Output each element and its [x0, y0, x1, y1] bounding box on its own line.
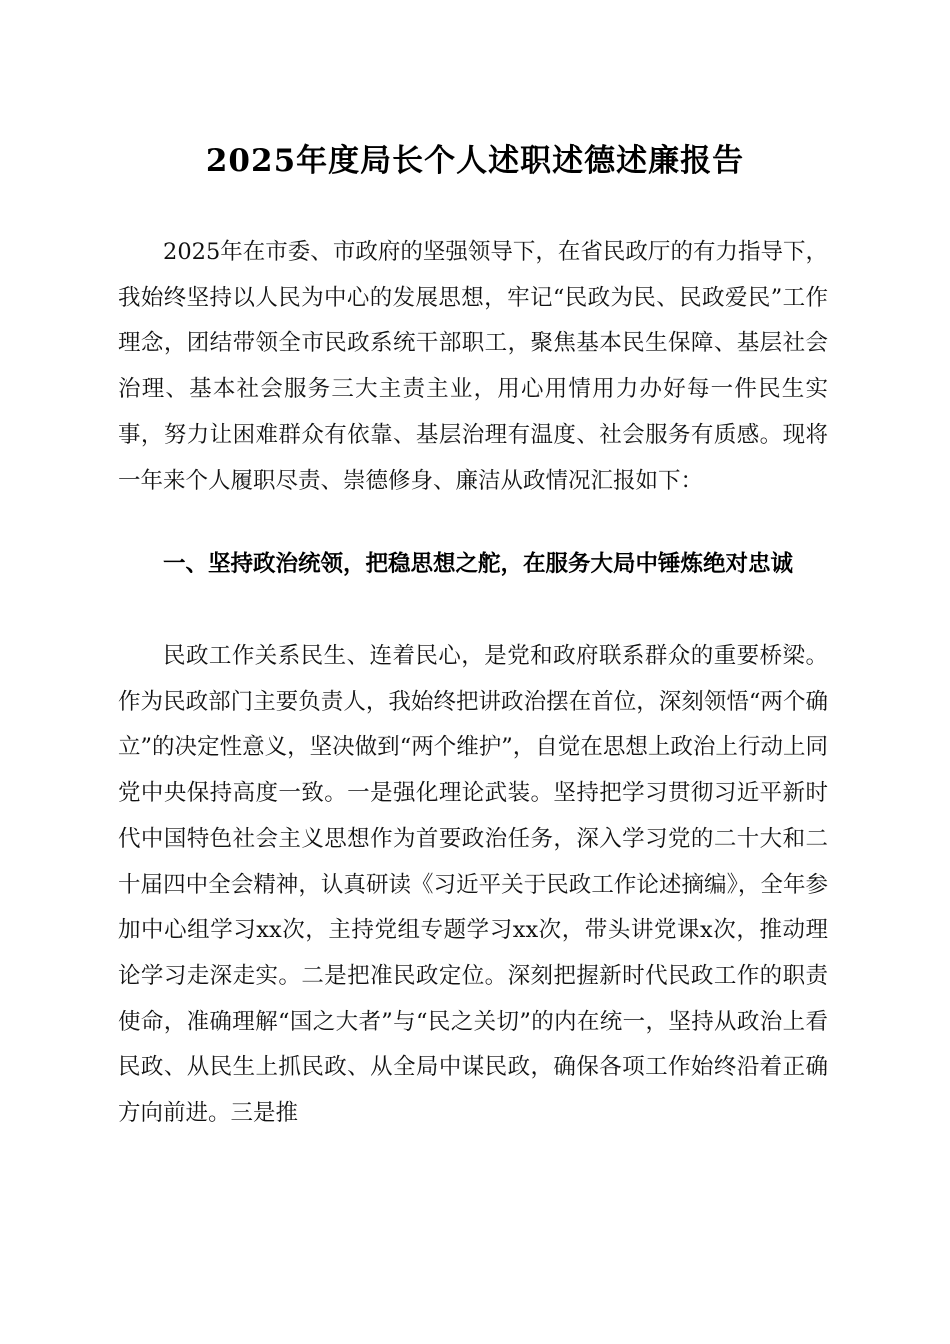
document-title: 2025年度局长个人述职述德述廉报告	[205, 143, 745, 179]
section-paragraph: 民政工作关系民生、连着民心，是党和政府联系群众的重要桥梁。作为民政部门主要负责人，我始终把讲政治摆在首位，深刻领悟“两个确立”的决定性意义，坚决做到“两个维护”，自觉在思想上政治上行动上同党中央保持高度一致。一是强化理论武装。坚持把学习贯彻习近平新时代中国特色社会主义思想作为首要政治任务，深入学习党的二十大和二十届四中全会精神，认真研读《习近平关于民政工作论述摘编》，全年参加中心组学习xx次，主持党组专题学习xx次，带头讲党课x次，推动理论学习走深走实。二是把准民政定位。深刻把握新时代民政工作的职责使命，准确理解“国之大者”与“民之关切”的内在统一，坚持从政治上看民政、从民生上抓民政、从全局中谋民政，确保各项工作始终沿着正确方向前进。三是推	[118, 643, 828, 1127]
section-heading: 一、坚持政治统领，把稳思想之舵，在服务大局中锤炼绝对忠诚	[163, 551, 794, 577]
intro-paragraph: 2025年在市委、市政府的坚强领导下，在省民政厅的有力指导下，我始终坚持以人民为中心的发展思想，牢记“民政为民、民政爱民”工作理念，团结带领全市民政系统干部职工，聚焦基本民生保障、基层社会治理、基本社会服务三大主责主业，用心用情用力办好每一件民生实事，努力让困难群众有依靠、基层治理有温度、社会服务有质感。现将一年来个人履职尽责、崇德修身、廉洁从政情况汇报如下：	[118, 239, 828, 494]
